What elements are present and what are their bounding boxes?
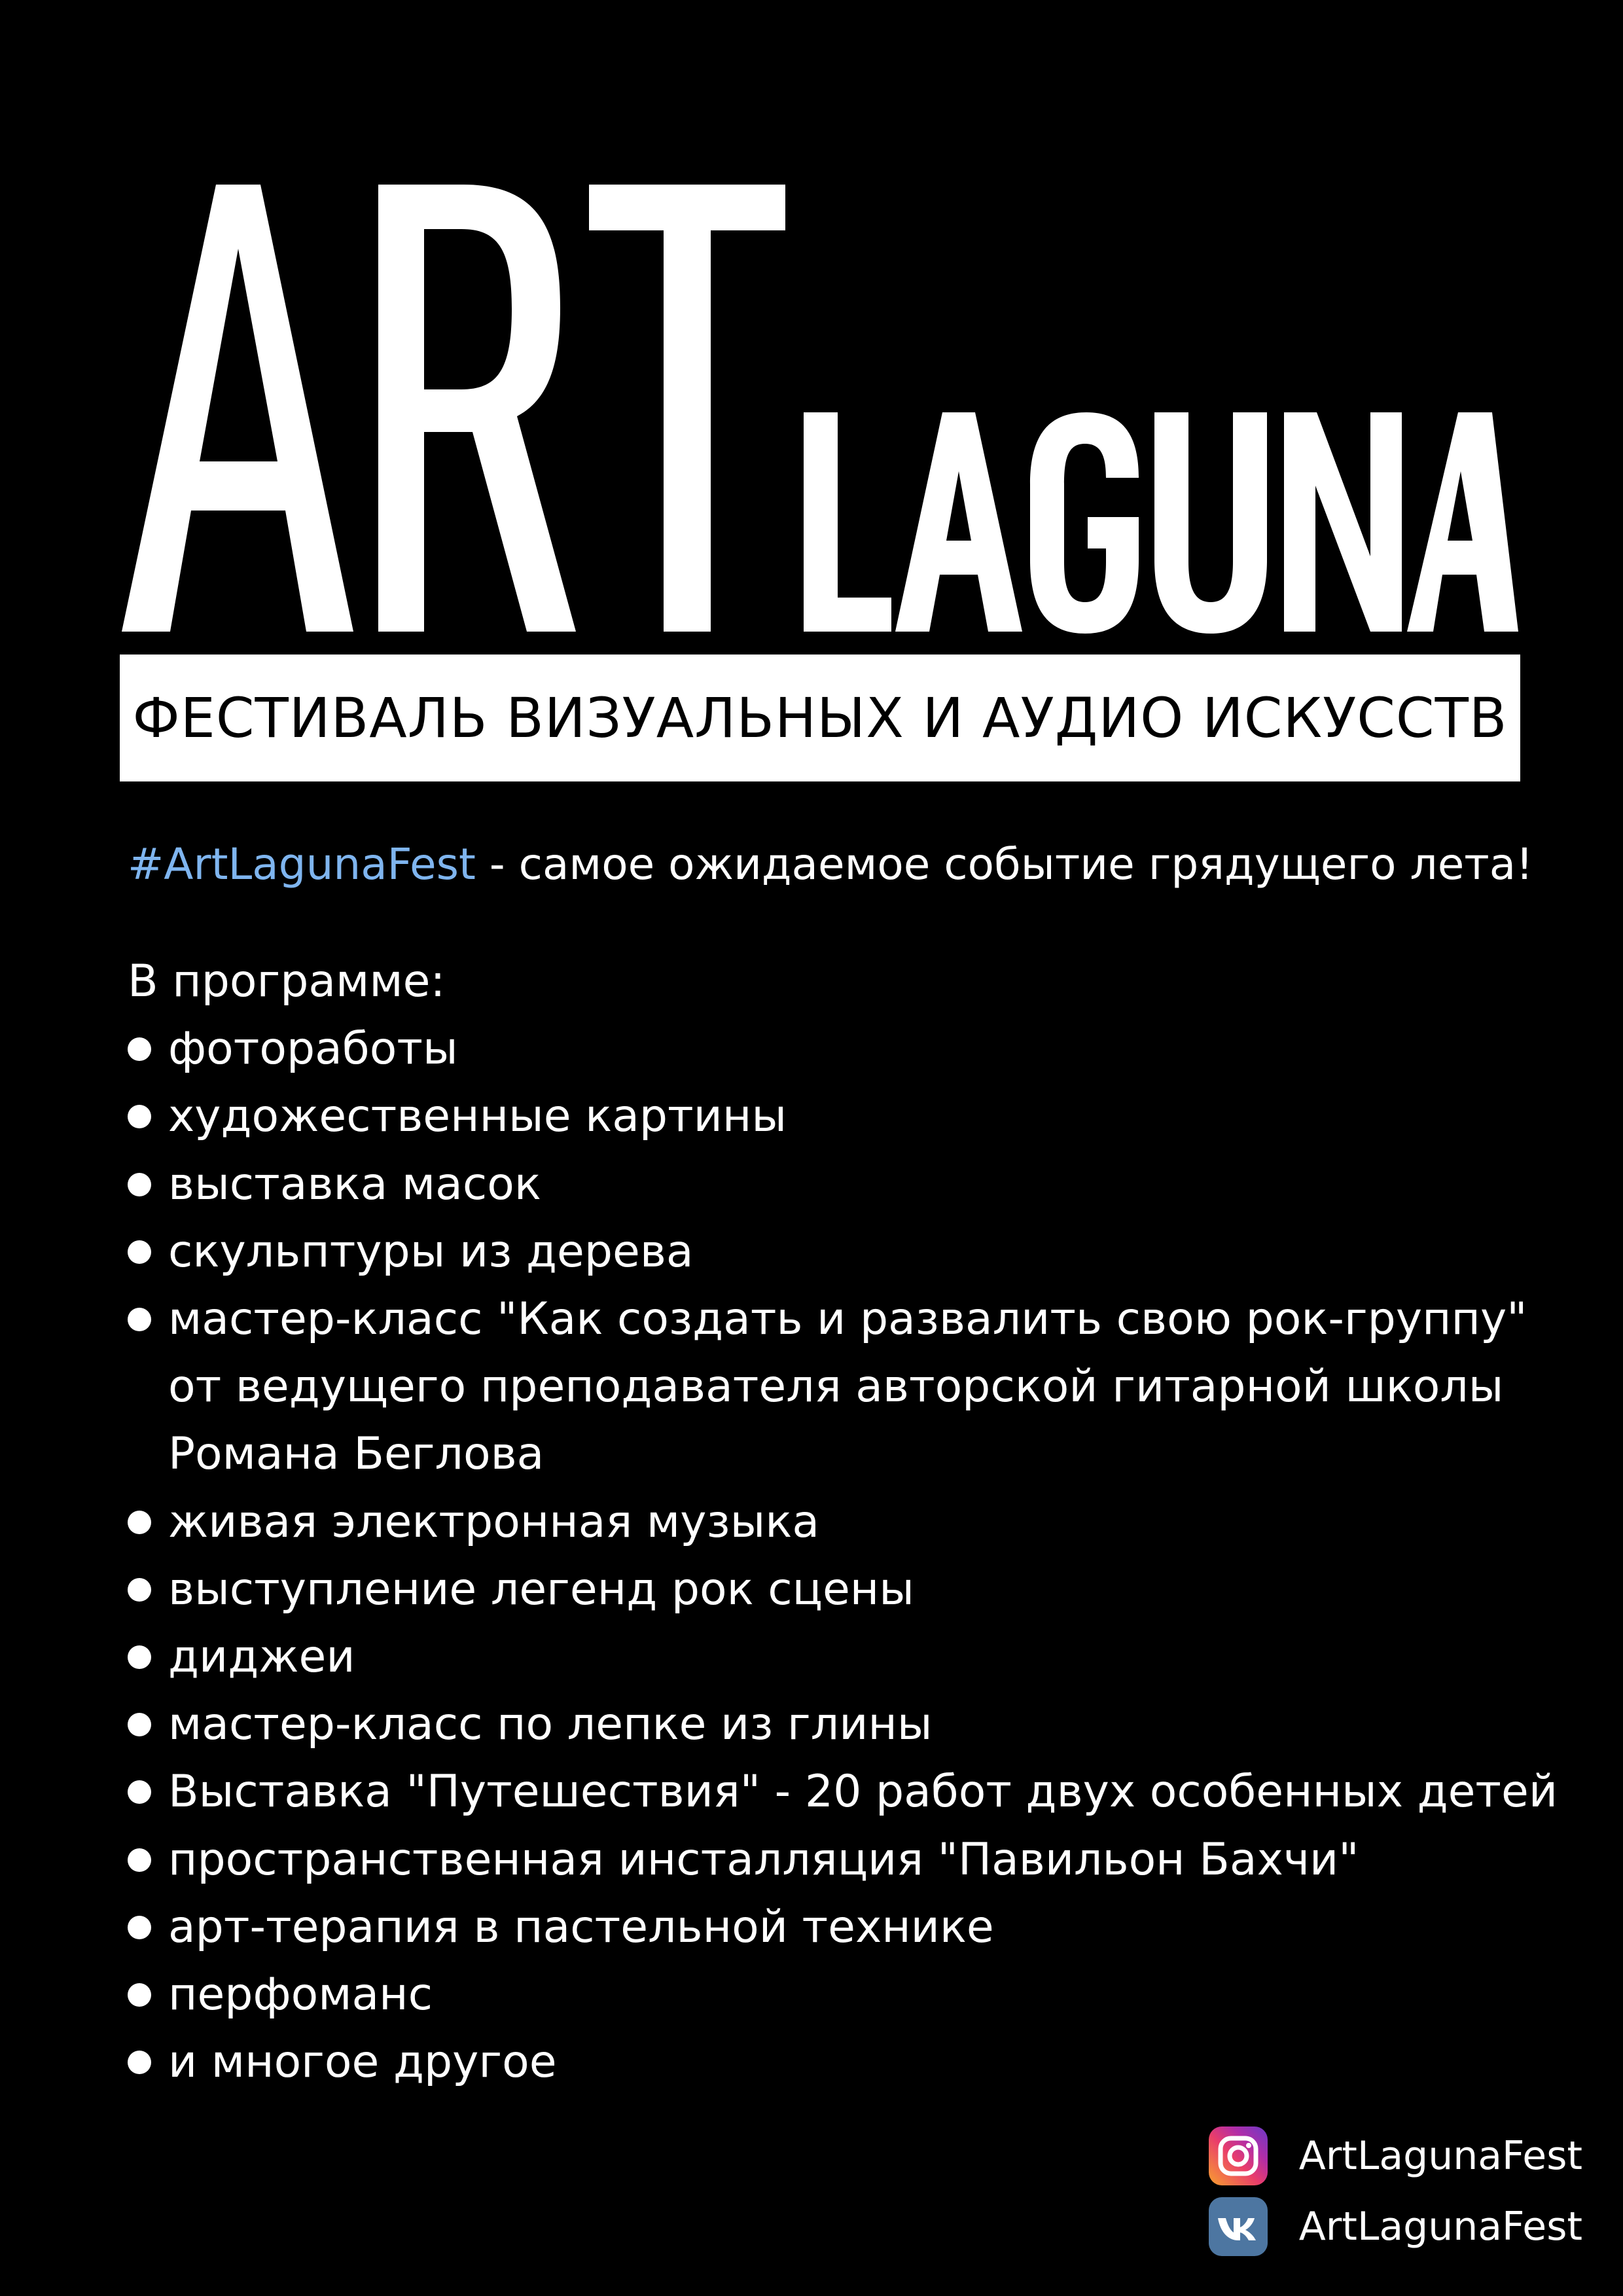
bullet-icon: [128, 1173, 151, 1196]
bullet-icon: [128, 1645, 151, 1669]
bullet-icon: [128, 1578, 151, 1602]
list-item: [128, 1758, 1558, 1825]
list-item-text: диджеи: [168, 1631, 355, 1683]
logo-letter-g: [1030, 412, 1139, 634]
logo-letter-r: [378, 185, 576, 632]
list-item: [128, 1015, 1558, 1083]
list-item: [128, 1151, 1558, 1218]
logo-letter-u: [1154, 412, 1267, 634]
tagline-text: - самое ожидаемое событие грядущего лета!: [475, 839, 1533, 889]
list-item-text: перфоманс: [168, 1969, 433, 2021]
program-list: [128, 1015, 1558, 2096]
list-item-continuation: от ведущего преподавателя авторской гитарной школы: [168, 1361, 1504, 1413]
list-item-text: выступление легенд рок сцены: [168, 1563, 914, 1615]
bullet-icon: [128, 1983, 151, 2007]
bullet-icon: [128, 1037, 151, 1061]
social-links: [1209, 2121, 1582, 2262]
list-item-text: фотоработы: [168, 1023, 458, 1075]
vk-icon: [1209, 2197, 1268, 2256]
bullet-icon: [128, 1780, 151, 1804]
list-item-text: мастер-класс "Как создать и развалить свою рок-группу": [168, 1293, 1527, 1346]
program-heading: В программе:: [128, 956, 446, 1007]
list-item-text: художественные картины: [168, 1090, 787, 1143]
bullet-icon: [128, 1916, 151, 1939]
bullet-icon: [128, 1848, 151, 1872]
instagram-icon: [1209, 2126, 1268, 2185]
logo-letter-a3: [1407, 412, 1518, 632]
program-section: [128, 948, 1558, 2096]
list-item: [128, 2028, 1558, 2096]
vk-link[interactable]: [1209, 2191, 1582, 2262]
bullet-icon: [128, 1511, 151, 1534]
list-item-text: выставка масок: [168, 1158, 541, 1210]
festival-logo: [0, 0, 1623, 655]
list-item-continuation: Романа Беглова: [168, 1428, 544, 1480]
tagline: [128, 829, 1587, 901]
list-item: [128, 1556, 1558, 1623]
list-item-text: мастер-класс по лепке из глины: [168, 1698, 933, 1751]
bullet-icon: [128, 1240, 151, 1264]
logo-letter-t: [589, 185, 785, 632]
instagram-handle: ArtLagunaFest: [1298, 2133, 1582, 2179]
list-item-text: пространственная инсталляция "Павильон Бахчи": [168, 1833, 1359, 1886]
list-item-text: скульптуры из дерева: [168, 1225, 694, 1278]
logo-letter-l: [804, 412, 891, 632]
list-item-text: и многое другое: [168, 2036, 557, 2089]
bullet-icon: [128, 1308, 151, 1331]
list-item-text: арт-терапия в пастельной технике: [168, 1901, 994, 1953]
tagline-hashtag: #ArtLagunaFest: [128, 839, 476, 889]
instagram-link[interactable]: [1209, 2121, 1582, 2191]
list-item: [128, 1623, 1558, 1691]
festival-subtitle: ФЕСТИВАЛЬ ВИЗУАЛЬНЫХ И АУДИО ИСКУССТВ: [132, 686, 1508, 750]
logo-letter-a: [122, 185, 353, 632]
list-item: [128, 1691, 1558, 1758]
list-item-text: живая электронная музыка: [168, 1496, 820, 1548]
list-item: [128, 1826, 1558, 1893]
vk-handle: ArtLagunaFest: [1298, 2204, 1582, 2250]
logo-letter-n: [1284, 412, 1402, 632]
list-item: [128, 1961, 1558, 2028]
subtitle-band: [120, 655, 1520, 781]
list-item-text: Выставка "Путешествия" - 20 работ двух особенных детей: [168, 1766, 1558, 1818]
list-item: [128, 1285, 1558, 1488]
list-item: [128, 1488, 1558, 1556]
bullet-icon: [128, 1105, 151, 1128]
bullet-icon: [128, 1713, 151, 1736]
bullet-icon: [128, 2051, 151, 2074]
list-item: [128, 1893, 1558, 1961]
logo-letter-a2: [895, 412, 1022, 632]
list-item: [128, 1218, 1558, 1285]
list-item: [128, 1083, 1558, 1150]
